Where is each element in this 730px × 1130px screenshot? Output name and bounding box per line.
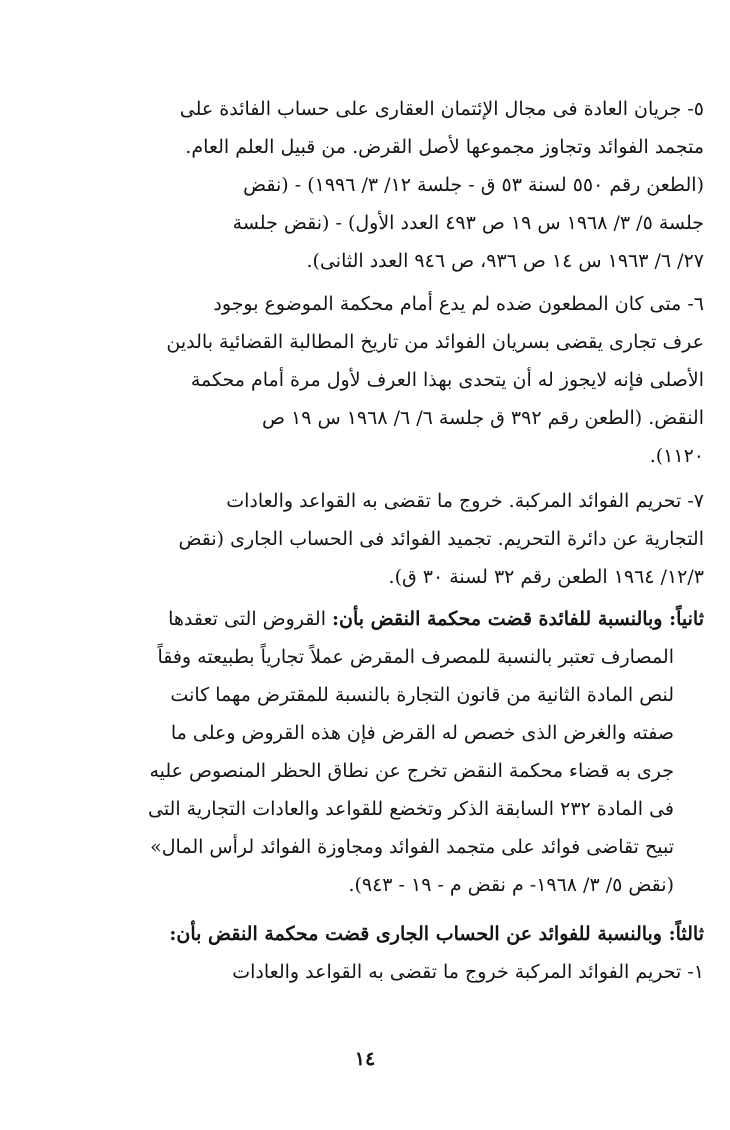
paragraph-line: جرى به قضاء محكمة النقض تخرج عن نطاق الحظر المنصوص عليه [149, 760, 674, 782]
section-heading: ثالثاً: وبالنسبة للفوائد عن الحساب الجارى قضت محكمة النقض بأن: [169, 923, 704, 945]
paragraph-6 [92, 285, 704, 475]
section-second [92, 600, 704, 904]
section-third [92, 915, 704, 991]
paragraph-line: التجارية عن دائرة التحريم. تجميد الفوائد فى الحساب الجارى (نقض [178, 528, 704, 550]
paragraph-line: ٥- جريان العادة فى مجال الإئتمان العقارى على حساب الفائدة على [179, 98, 704, 120]
paragraph-line: ٢٧/ ٦/ ١٩٦٣ س ١٤ ص ٩٣٦، ص ٩٤٦ العدد الثانى). [306, 250, 704, 272]
paragraph-line: ٦- متى كان المطعون ضده لم يدع أمام محكمة الموضوع بوجود [213, 293, 704, 315]
paragraph-line: صفته والغرض الذى خصص له القرض فإن هذه القروض وعلى ما [170, 722, 674, 744]
paragraph-line: متجمد الفوائد وتجاوز مجموعها لأصل القرض. من قبيل العلم العام. [185, 136, 704, 158]
paragraph-line: الأصلى فإنه لايجوز له أن يتحدى بهذا العرف لأول مرة أمام محكمة [190, 369, 704, 391]
paragraph-line: تبيح تقاضى فوائد على متجمد الفوائد ومجاوزة الفوائد لرأس المال» [150, 836, 674, 858]
paragraph-line: جلسة ٥/ ٣/ ١٩٦٨ س ١٩ ص ٤٩٣ العدد الأول) - (نقض جلسة [232, 212, 704, 234]
paragraph-line: النقض. (الطعن رقم ٣٩٢ ق جلسة ٦/ ٦/ ١٩٦٨ س ١٩ ص [261, 407, 704, 429]
paragraph-line: المصارف تعتبر بالنسبة للمصرف المقرض عملاً تجارياً بطبيعته وفقاً [157, 646, 674, 668]
section-heading: ثانياً: وبالنسبة للفائدة قضت محكمة النقض بأن: [332, 608, 704, 630]
paragraph-line: (الطعن رقم ٥٥٠ لسنة ٥٣ ق - جلسة ١٢/ ٣/ ١٩٩٦) - (نقض [243, 174, 704, 196]
paragraph-line: لنص المادة الثانية من قانون التجارة بالنسبة للمقترض مهما كانت [170, 684, 674, 706]
paragraph-line: ١١٢٠). [649, 445, 704, 467]
paragraph-5 [92, 90, 704, 280]
section-heading-rest: القروض التى تعقدها [168, 608, 333, 630]
paragraph-line: (نقض ٥/ ٣/ ١٩٦٨- م نقض م - ١٩ - ٩٤٣). [348, 874, 674, 896]
paragraph-line: ١- تحريم الفوائد المركبة خروج ما تقضى به القواعد والعادات [232, 961, 704, 983]
section-heading-line [92, 600, 704, 638]
page-number: ١٤ [354, 1048, 376, 1070]
paragraph-line: فى المادة ٢٣٢ السابقة الذكر وتخضع للقواعد والعادات التجارية التى [147, 798, 674, 820]
paragraph-line: عرف تجارى يقضى بسريان الفوائد من تاريخ المطالبة القضائية بالدين [166, 331, 704, 353]
paragraph-line: ٧- تحريم الفوائد المركبة. خروج ما تقضى به القواعد والعادات [226, 490, 704, 512]
paragraph-7 [92, 482, 704, 596]
paragraph-line: ١٢/٣/ ١٩٦٤ الطعن رقم ٣٢ لسنة ٣٠ ق). [388, 566, 704, 588]
